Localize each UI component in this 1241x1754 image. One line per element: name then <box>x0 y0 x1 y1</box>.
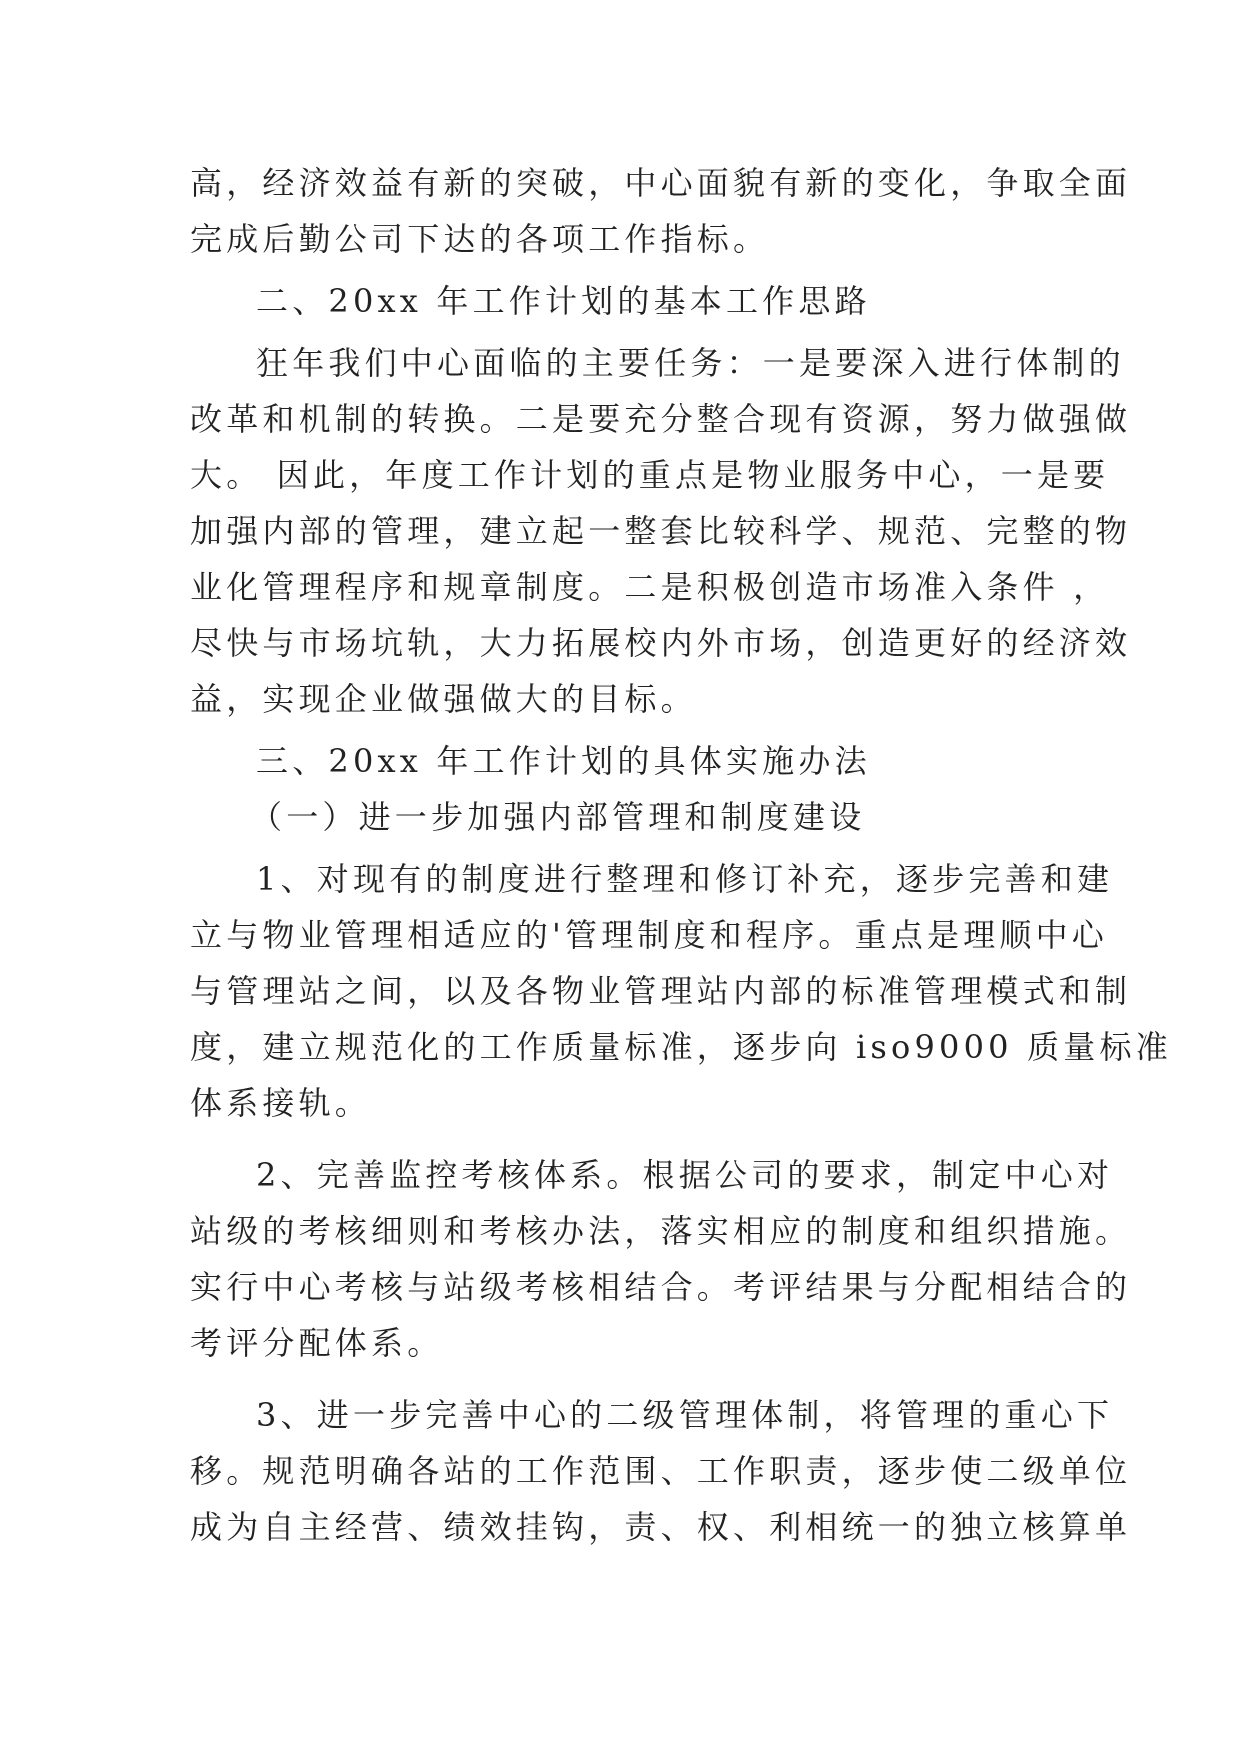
text-line: 考评分配体系。 <box>190 1324 444 1362</box>
text-line: 大。 因此，年度工作计划的重点是物业服务中心，一是要 <box>190 456 1110 494</box>
document-body <box>190 155 1172 1555</box>
text-line: 加强内部的管理，建立起一整套比较科学、规范、完整的物 <box>190 512 1132 550</box>
subsection-heading: （一）进一步加强内部管理和制度建设 <box>250 798 866 836</box>
paragraph-start-line: 狂年我们中心面临的主要任务：一是要深入进行体制的 <box>256 344 1125 382</box>
text-line: 与管理站之间，以及各物业管理站内部的标准管理模式和制 <box>190 972 1132 1010</box>
text-line: 移。规范明确各站的工作范围、工作职责，逐步使二级单位 <box>190 1452 1132 1490</box>
text-line: 立与物业管理相适应的'管理制度和程序。重点是理顺中心 <box>190 916 1108 954</box>
text-line: 实行中心考核与站级考核相结合。考评结果与分配相结合的 <box>190 1268 1132 1306</box>
text-line: 完成后勤公司下达的各项工作指标。 <box>190 220 770 258</box>
text-line: 改革和机制的转换。二是要充分整合现有资源，努力做强做 <box>190 400 1132 438</box>
paragraph-start-line: 2、完善监控考核体系。根据公司的要求，制定中心对 <box>256 1156 1114 1194</box>
section-heading: 三、20xx 年工作计划的具体实施办法 <box>256 742 871 780</box>
text-line: 业化管理程序和规章制度。二是积极创造市场准入条件 ， <box>190 568 1110 606</box>
text-line: 高，经济效益有新的突破，中心面貌有新的变化，争取全面 <box>190 164 1132 202</box>
paragraph-start-line: 1、对现有的制度进行整理和修订补充，逐步完善和建 <box>256 860 1114 898</box>
text-line: 益，实现企业做强做大的目标。 <box>190 680 697 718</box>
text-line: 尽快与市场坑轨，大力拓展校内外市场，创造更好的经济效 <box>190 624 1132 662</box>
section-heading: 二、20xx 年工作计划的基本工作思路 <box>256 282 871 320</box>
text-line: 体系接轨。 <box>190 1084 372 1122</box>
text-line: 度，建立规范化的工作质量标准，逐步向 iso9000 质量标准 <box>190 1028 1172 1066</box>
text-line: 成为自主经营、绩效挂钩，责、权、利相统一的独立核算单 <box>190 1508 1132 1546</box>
paragraph-start-line: 3、进一步完善中心的二级管理体制，将管理的重心下 <box>256 1396 1114 1434</box>
text-line: 站级的考核细则和考核办法，落实相应的制度和组织措施。 <box>190 1212 1132 1250</box>
